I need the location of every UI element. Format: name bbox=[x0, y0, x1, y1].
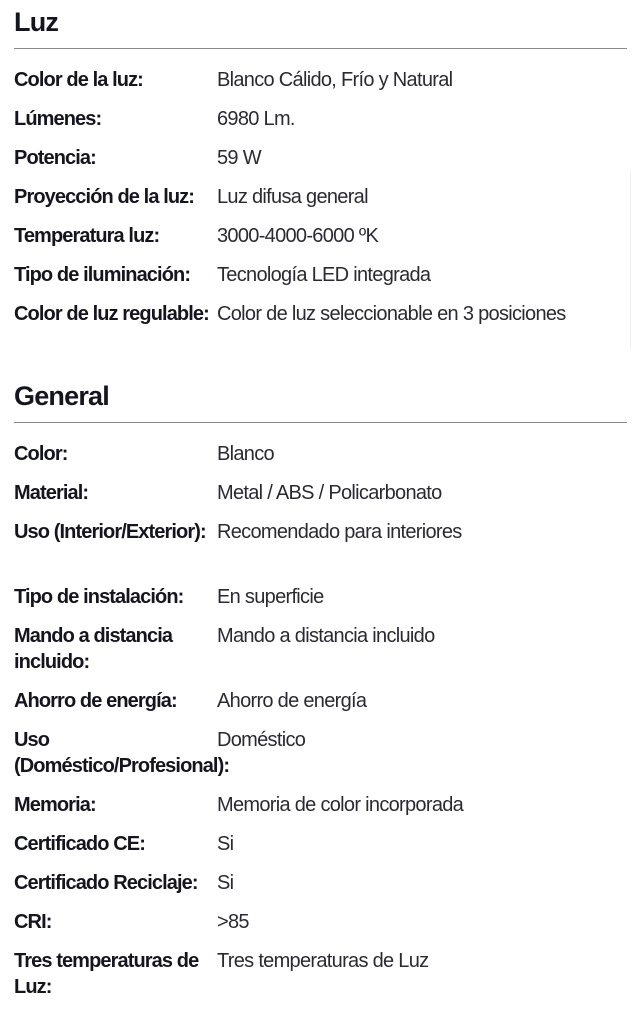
spec-label: Temperatura luz: bbox=[14, 225, 160, 247]
spec-label: Certificado Reciclaje: bbox=[14, 872, 198, 894]
spec-label: Lúmenes: bbox=[14, 108, 102, 130]
spec-row-uso-domestico-profesional bbox=[14, 727, 627, 792]
spec-value: En superficie bbox=[217, 586, 324, 608]
spec-value: >85 bbox=[217, 911, 249, 933]
spec-row-mando-distancia bbox=[14, 623, 627, 688]
spec-list bbox=[14, 441, 627, 1013]
spec-value: Blanco bbox=[217, 443, 274, 465]
spec-row-certificado-reciclaje bbox=[14, 870, 627, 909]
section-luz bbox=[14, 6, 627, 366]
spec-value: Luz difusa general bbox=[217, 186, 368, 208]
spec-value: Tecnología LED integrada bbox=[217, 264, 431, 286]
spec-row-color-regulable bbox=[14, 301, 627, 366]
spec-label: Memoria: bbox=[14, 794, 96, 816]
spec-value: Blanco Cálido, Frío y Natural bbox=[217, 69, 453, 91]
spec-label: Mando a distancia incluido: bbox=[14, 625, 173, 673]
spec-row-memoria bbox=[14, 792, 627, 831]
spec-row-potencia bbox=[14, 145, 627, 184]
spec-label: Color de luz regulable: bbox=[14, 303, 209, 325]
spec-label: Proyección de la luz: bbox=[14, 186, 195, 208]
spec-label: Color de la luz: bbox=[14, 69, 143, 91]
spec-value: Recomendado para interiores bbox=[217, 521, 462, 543]
spec-label: CRI: bbox=[14, 911, 52, 933]
section-title: General bbox=[14, 381, 109, 411]
spec-value: 59 W bbox=[217, 147, 261, 169]
section-divider bbox=[14, 48, 627, 49]
spec-value: Tres temperaturas de Luz bbox=[217, 950, 429, 972]
spec-label: Material: bbox=[14, 482, 89, 504]
spec-value: Mando a distancia incluido bbox=[217, 625, 435, 647]
spec-row-proyeccion bbox=[14, 184, 627, 223]
spec-label: Ahorro de energía: bbox=[14, 690, 177, 712]
spec-value: Color de luz seleccionable en 3 posiciones bbox=[217, 303, 566, 325]
spec-value: Ahorro de energía bbox=[217, 690, 367, 712]
spec-value: Metal / ABS / Policarbonato bbox=[217, 482, 442, 504]
spec-row-cri bbox=[14, 909, 627, 948]
section-divider bbox=[14, 422, 627, 423]
spec-row-lumenes bbox=[14, 106, 627, 145]
spec-label: Tipo de iluminación: bbox=[14, 264, 191, 286]
spec-row-material bbox=[14, 480, 627, 519]
spec-value: Doméstico bbox=[217, 729, 306, 751]
spec-label: Certificado CE: bbox=[14, 833, 145, 855]
spec-label: Tres temperaturas de Luz: bbox=[14, 950, 199, 998]
spec-row-uso-interior-exterior bbox=[14, 519, 627, 584]
section-general bbox=[14, 380, 627, 1013]
spec-value: 6980 Lm. bbox=[217, 108, 295, 130]
spec-value: Si bbox=[217, 872, 234, 894]
spec-row-tipo-iluminacion bbox=[14, 262, 627, 301]
spec-row-color-de-la-luz bbox=[14, 67, 627, 106]
spec-list bbox=[14, 67, 627, 366]
spec-label: Color: bbox=[14, 443, 68, 465]
spec-value: Memoria de color incorporada bbox=[217, 794, 464, 816]
spec-row-ahorro-energia bbox=[14, 688, 627, 727]
page-edge-shadow bbox=[630, 172, 631, 348]
spec-row-certificado-ce bbox=[14, 831, 627, 870]
spec-row-tres-temperaturas bbox=[14, 948, 627, 1013]
spec-value: Si bbox=[217, 833, 234, 855]
spec-label: Uso (Interior/Exterior): bbox=[14, 521, 206, 543]
spec-label: Potencia: bbox=[14, 147, 96, 169]
section-title: Luz bbox=[14, 7, 59, 37]
spec-row-temperatura bbox=[14, 223, 627, 262]
spec-row-tipo-instalacion bbox=[14, 584, 627, 623]
spec-row-color bbox=[14, 441, 627, 480]
spec-label: Uso (Doméstico/Profesional): bbox=[14, 729, 230, 777]
spec-value: 3000-4000-6000 ºK bbox=[217, 225, 379, 247]
spec-label: Tipo de instalación: bbox=[14, 586, 184, 608]
